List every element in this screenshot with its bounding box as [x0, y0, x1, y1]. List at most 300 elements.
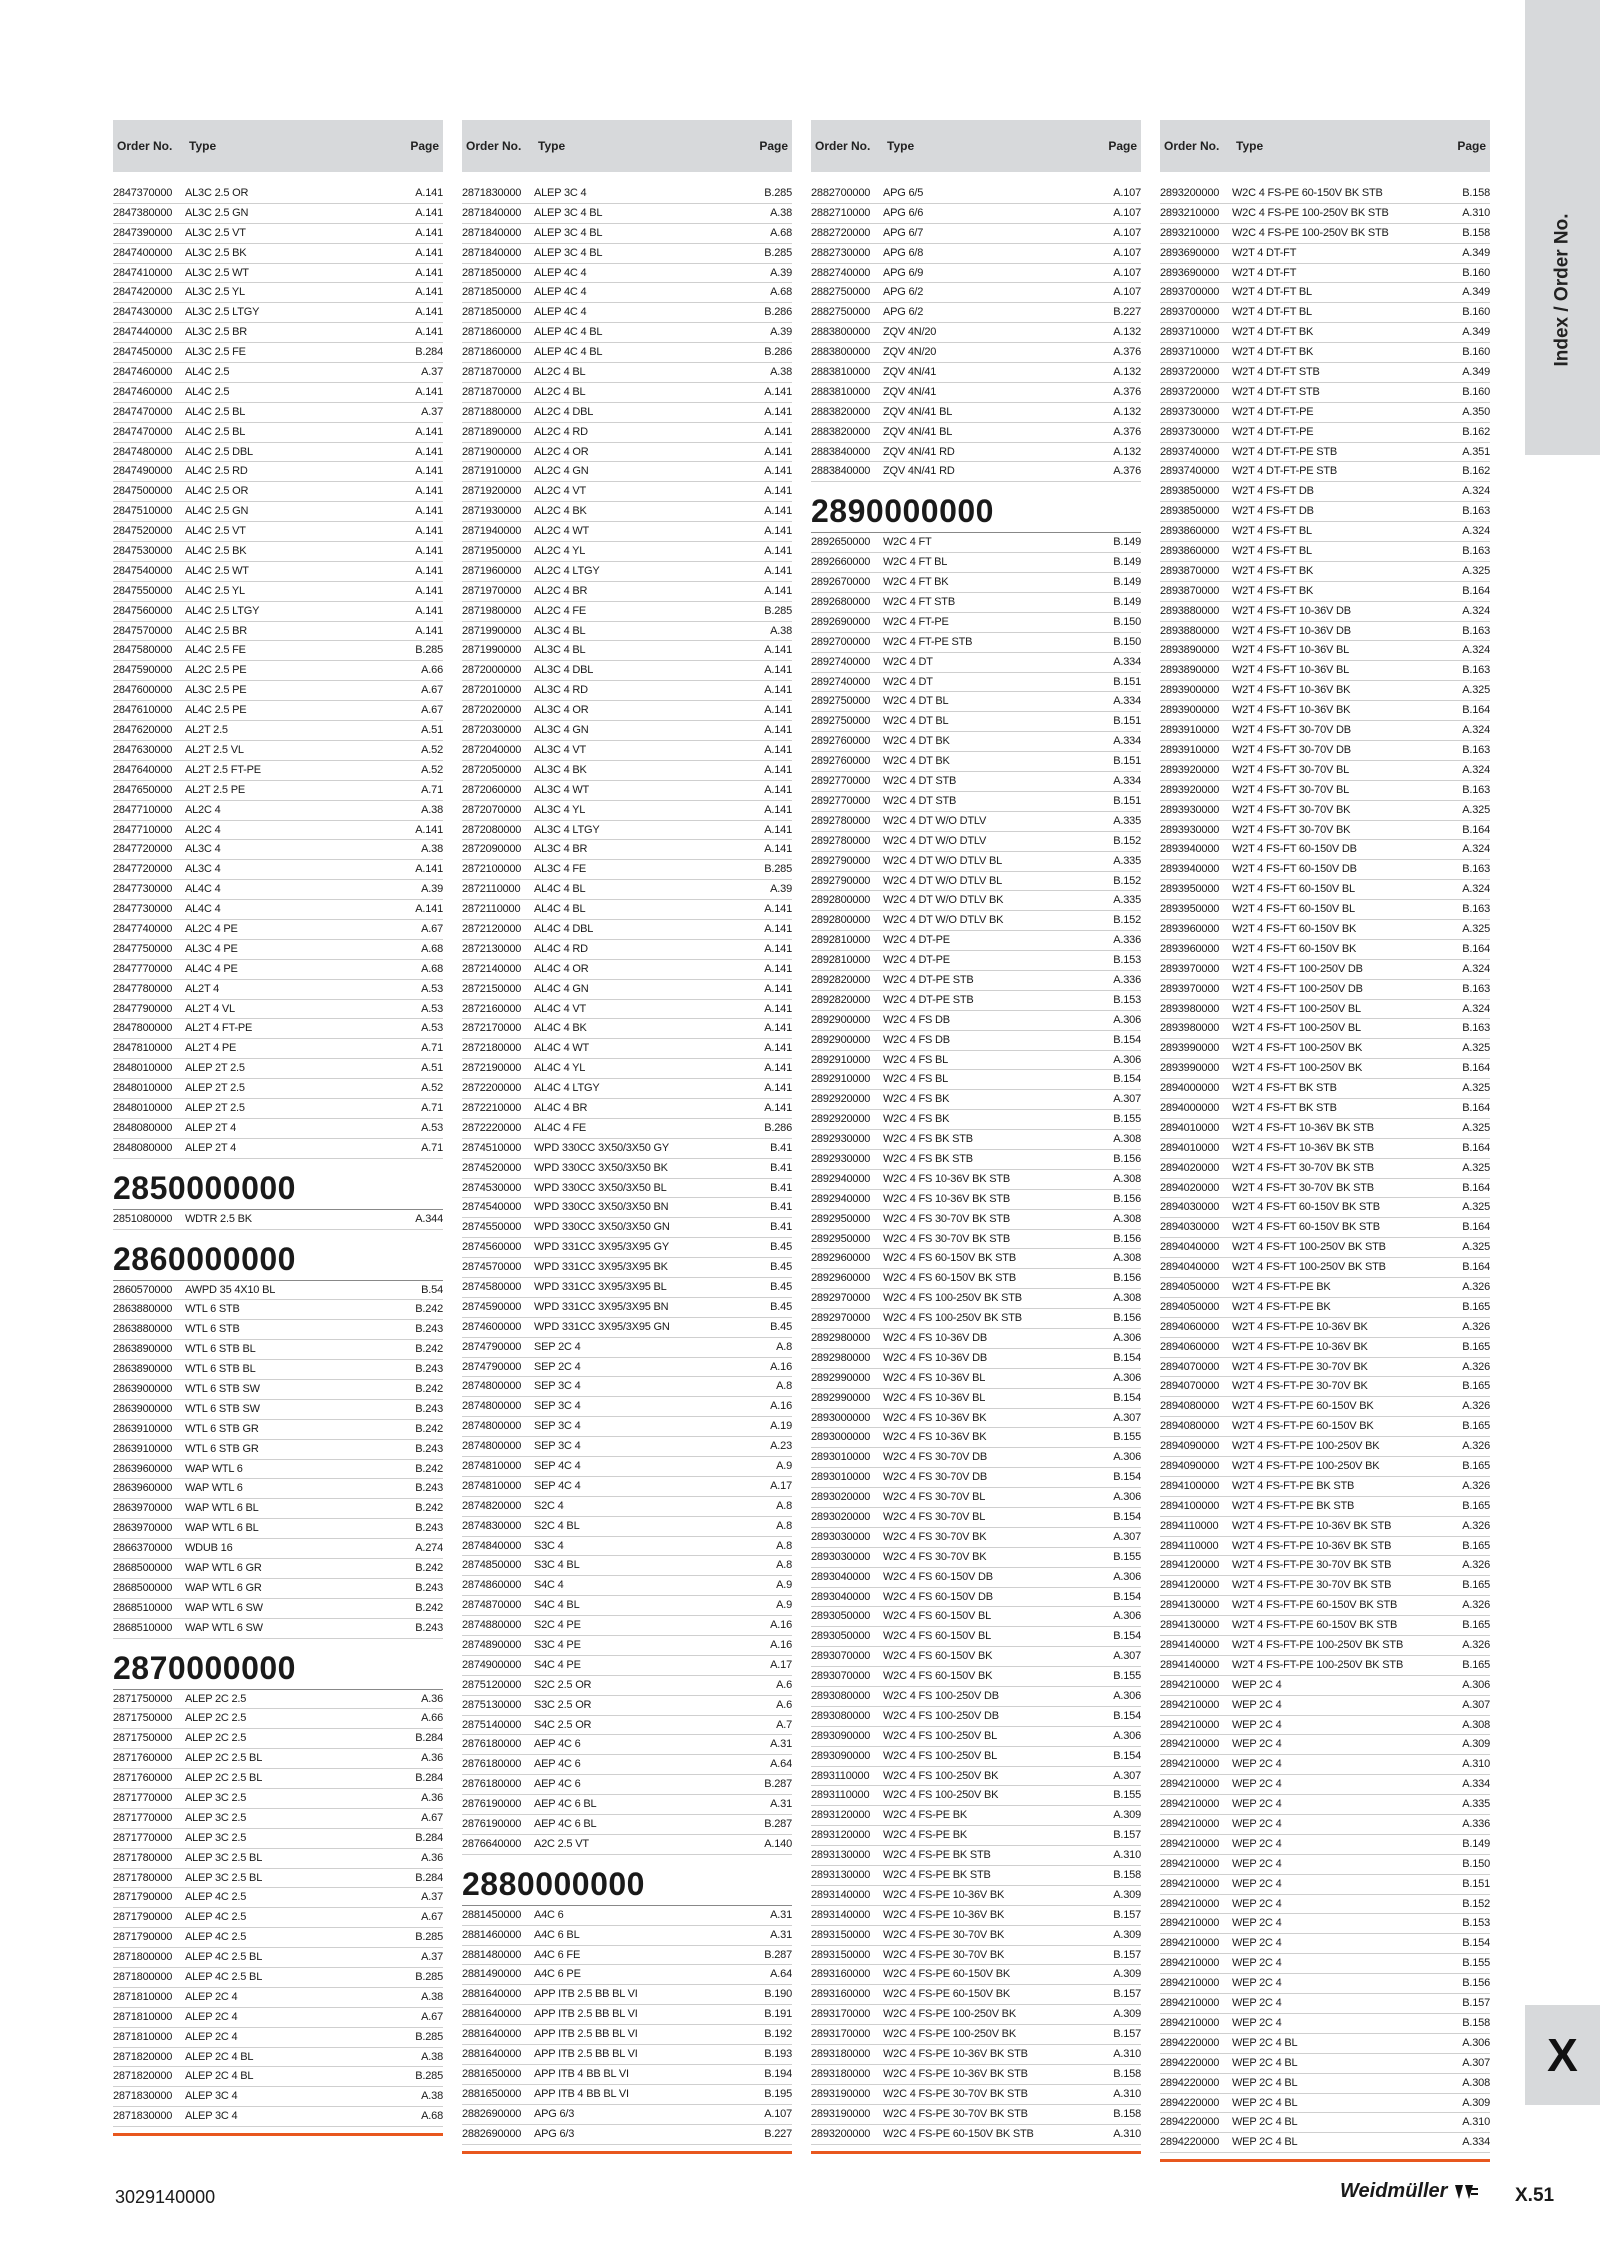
table-row: [462, 1835, 792, 1855]
order-number: 2892740000: [811, 675, 871, 688]
table-row: [113, 443, 443, 463]
page-ref: B.164: [1462, 1062, 1490, 1075]
order-number: 2871880000: [462, 405, 522, 418]
table-row: [1160, 1377, 1490, 1397]
order-number: 2847630000: [113, 743, 173, 756]
order-number: 2893020000: [811, 1491, 871, 1504]
table-row: [462, 1596, 792, 1616]
page-ref: A.8: [776, 1380, 792, 1393]
type-designation: AL2C 4 VT: [534, 485, 587, 498]
order-number: 2871790000: [113, 1931, 173, 1944]
page-ref: B.243: [415, 1402, 443, 1415]
table-row: [113, 1948, 443, 1968]
page-ref: B.285: [415, 2030, 443, 2043]
page-ref: B.165: [1462, 1579, 1490, 1592]
order-number: 2894210000: [1160, 1818, 1220, 1831]
page-ref: A.66: [421, 1712, 443, 1725]
type-designation: W2C 4 DT-PE STB: [883, 973, 974, 986]
order-number: 2892750000: [811, 715, 871, 728]
page-ref: A.326: [1462, 1559, 1490, 1572]
order-number: 2893740000: [1160, 465, 1220, 478]
order-number: 2893940000: [1160, 843, 1220, 856]
page-ref: B.154: [1113, 1391, 1141, 1404]
table-row: [811, 403, 1141, 423]
page-ref: A.141: [415, 604, 443, 617]
type-designation: W2C 4 FS 10-36V BK: [883, 1431, 987, 1444]
type-designation: WAP WTL 6 BL: [185, 1502, 259, 1515]
page-ref: A.37: [421, 405, 443, 418]
page-ref: A.310: [1462, 206, 1490, 219]
table-row: [811, 1309, 1141, 1329]
page-ref: B.151: [1113, 715, 1141, 728]
table-row: [462, 2025, 792, 2045]
order-number: 2892930000: [811, 1152, 871, 1165]
order-number: 2872000000: [462, 664, 522, 677]
table-row: [113, 582, 443, 602]
order-number: 2892990000: [811, 1391, 871, 1404]
page-ref: B.192: [764, 2028, 792, 2041]
type-designation: WPD 331CC 3X95/3X95 GY: [534, 1241, 670, 1254]
page-ref: B.164: [1462, 584, 1490, 597]
type-designation: AL2C 4 DBL: [534, 405, 594, 418]
page-ref: B.153: [1113, 954, 1141, 967]
type-designation: W2T 4 FS-FT BK STB: [1232, 1101, 1337, 1114]
table-row: [113, 1559, 443, 1579]
page-ref: A.349: [1462, 246, 1490, 259]
order-number: 2847730000: [113, 883, 173, 896]
page-ref: B.149: [1113, 576, 1141, 589]
page-ref: A.141: [764, 843, 792, 856]
table-row: [462, 582, 792, 602]
type-designation: WEP 2C 4 BL: [1232, 2036, 1298, 2049]
type-designation: W2C 4 FS-PE 10-36V BK: [883, 1888, 1005, 1901]
order-number: 2894220000: [1160, 2036, 1220, 2049]
page-ref: B.284: [415, 1871, 443, 1884]
table-row: [1160, 1556, 1490, 1576]
type-designation: AL4C 2.5 FE: [185, 644, 246, 657]
type-designation: A4C 6 PE: [534, 1968, 581, 1981]
page-ref: A.141: [764, 525, 792, 538]
table-row: [1160, 1716, 1490, 1736]
table-row: [1160, 1397, 1490, 1417]
table-row: [1160, 1656, 1490, 1676]
type-designation: AL3C 2.5 OR: [185, 187, 249, 199]
order-number: 2893920000: [1160, 783, 1220, 796]
page-ref: A.325: [1462, 922, 1490, 935]
type-designation: ZQV 4N/41 RD: [883, 445, 955, 458]
table-row: [462, 920, 792, 940]
order-number: 2874860000: [462, 1579, 522, 1592]
type-designation: W2C 4 FT-PE: [883, 615, 949, 628]
page-ref: B.165: [1462, 1460, 1490, 1472]
order-number: 2882740000: [811, 266, 871, 279]
page-ref: A.37: [421, 1951, 443, 1964]
order-number: 2893110000: [811, 1789, 870, 1802]
table-row: [113, 1690, 443, 1710]
type-designation: AL4C 2.5: [185, 385, 230, 398]
order-no-header: Order No.: [815, 139, 871, 153]
order-number: 2893720000: [1160, 385, 1220, 398]
page-ref: B.156: [1113, 1192, 1141, 1205]
order-number: 2892900000: [811, 1033, 871, 1046]
page-ref: A.141: [764, 704, 792, 717]
table-row: [811, 1428, 1141, 1448]
type-designation: W2C 4 FS-PE 10-36V BK STB: [883, 2067, 1028, 2080]
type-designation: W2T 4 FS-FT 30-70V BK STB: [1232, 1161, 1374, 1174]
order-number: 2892920000: [811, 1113, 871, 1126]
type-designation: AL4C 2.5 VT: [185, 525, 246, 538]
table-row: [462, 1119, 792, 1139]
order-number: 2871870000: [462, 366, 522, 379]
type-designation: AL3C 2.5 PE: [185, 684, 247, 697]
page-ref: B.285: [415, 644, 443, 657]
page-ref: A.376: [1113, 385, 1141, 398]
page-ref: B.154: [1462, 1937, 1490, 1950]
type-designation: APP ITB 4 BB BL VI: [534, 2087, 629, 2100]
page-ref: B.154: [1113, 1749, 1141, 1762]
table-row: [462, 1258, 792, 1278]
page-ref: A.141: [764, 743, 792, 756]
table-row: [811, 931, 1141, 951]
order-number: 2893020000: [811, 1511, 871, 1523]
page-ref: B.284: [415, 1732, 443, 1745]
page-ref: A.306: [1113, 1570, 1141, 1583]
type-designation: W2T 4 FS-FT-PE 10-36V BK: [1232, 1340, 1368, 1353]
type-designation: S3C 4 PE: [534, 1639, 581, 1652]
order-number: 2874800000: [462, 1380, 522, 1393]
order-number: 2872100000: [462, 863, 522, 876]
table-row: [1160, 641, 1490, 661]
table-row: [811, 1806, 1141, 1826]
type-designation: AL2T 4 PE: [185, 1042, 237, 1055]
page-ref: A.307: [1113, 1769, 1141, 1782]
table-row: [113, 2008, 443, 2028]
type-designation: A2C 2.5 VT: [534, 1837, 589, 1850]
index-column-4: [1160, 120, 1490, 2162]
order-number: 2863890000: [113, 1343, 173, 1356]
table-row: [462, 880, 792, 900]
page-ref: B.54: [421, 1283, 443, 1296]
page-ref: B.154: [1113, 1630, 1141, 1643]
table-row: [1160, 661, 1490, 681]
type-designation: W2C 4 DT BK: [883, 735, 950, 748]
type-designation: ALEP 2C 4 BL: [185, 2050, 254, 2063]
page-ref: A.325: [1462, 564, 1490, 577]
page-ref: B.154: [1113, 1073, 1141, 1086]
table-row: [1160, 821, 1490, 841]
type-designation: WAP WTL 6 SW: [185, 1621, 263, 1634]
order-number: 2894210000: [1160, 1778, 1220, 1791]
type-designation: ALEP 3C 2.5: [185, 1792, 247, 1805]
page-ref: B.285: [415, 1971, 443, 1984]
type-designation: WEP 2C 4: [1232, 1778, 1282, 1791]
type-designation: SEP 3C 4: [534, 1440, 581, 1453]
table-row: [1160, 1895, 1490, 1915]
type-designation: W2T 4 DT-FT STB: [1232, 385, 1320, 398]
table-row: [1160, 1278, 1490, 1298]
type-designation: AL4C 4 VT: [534, 1002, 587, 1015]
order-number: 2893690000: [1160, 246, 1220, 259]
type-designation: W2C 4 FS 100-250V DB: [883, 1690, 999, 1703]
page-ref: A.141: [764, 982, 792, 995]
table-row: [811, 1667, 1141, 1687]
page-ref: B.160: [1462, 266, 1490, 279]
order-number: 2892810000: [811, 934, 871, 947]
order-number: 2893200000: [1160, 187, 1220, 199]
page-ref: A.324: [1462, 525, 1490, 538]
type-designation: ALEP 2C 2.5: [185, 1732, 247, 1745]
order-number: 2882700000: [811, 187, 871, 199]
page-ref: A.38: [421, 843, 443, 856]
type-designation: WEP 2C 4: [1232, 1857, 1282, 1870]
type-designation: AL2C 4 YL: [534, 545, 586, 558]
table-row: [462, 1795, 792, 1815]
order-number: 2872090000: [462, 843, 522, 856]
page-ref: A.141: [764, 545, 792, 558]
order-number: 2894050000: [1160, 1300, 1220, 1313]
order-number: 2893130000: [811, 1869, 871, 1882]
table-row: [113, 1139, 443, 1159]
type-designation: W2T 4 DT-FT-PE: [1232, 405, 1314, 418]
order-number: 2848080000: [113, 1121, 173, 1134]
type-designation: W2C 4 FS 60-150V BL: [883, 1630, 992, 1643]
order-number: 2894060000: [1160, 1340, 1220, 1353]
order-number: 2894040000: [1160, 1241, 1220, 1254]
table-row: [811, 1389, 1141, 1409]
page-ref: B.41: [770, 1221, 792, 1234]
order-number: 2847580000: [113, 644, 173, 657]
page-ref: B.163: [1462, 664, 1490, 677]
page-ref: A.71: [421, 1101, 443, 1114]
order-number: 2893070000: [811, 1670, 871, 1683]
type-designation: SEP 4C 4: [534, 1460, 581, 1472]
table-row: [113, 900, 443, 920]
order-number: 2893030000: [811, 1530, 871, 1543]
page-ref: A.141: [415, 266, 443, 279]
page-ref: A.141: [415, 246, 443, 259]
type-designation: WTL 6 STB BL: [185, 1363, 256, 1376]
page-ref: A.141: [415, 206, 443, 219]
table-row: [462, 781, 792, 801]
page-ref: A.308: [1462, 1718, 1490, 1731]
page-ref: A.308: [1113, 1292, 1141, 1305]
page-ref: B.41: [770, 1181, 792, 1194]
table-row: [462, 2065, 792, 2085]
page-ref: A.6: [776, 1678, 792, 1691]
type-designation: W2T 4 FS-FT 60-150V DB: [1232, 843, 1357, 856]
order-number: 2881450000: [462, 1908, 522, 1921]
type-designation: AL4C 4 GN: [534, 982, 589, 995]
order-number: 2894120000: [1160, 1559, 1220, 1572]
page-ref: A.334: [1113, 775, 1141, 788]
table-row: [462, 960, 792, 980]
type-designation: WPD 331CC 3X95/3X95 GN: [534, 1320, 670, 1333]
order-number: 2863960000: [113, 1462, 173, 1475]
type-designation: AL4C 4: [185, 883, 221, 896]
type-designation: WTL 6 STB SW: [185, 1382, 260, 1395]
page-ref: A.16: [770, 1400, 792, 1413]
page-ref: B.156: [1113, 1312, 1141, 1325]
page-ref: A.141: [415, 425, 443, 438]
type-designation: W2C 4 DT BL: [883, 715, 949, 728]
type-designation: ALEP 3C 4 BL: [534, 246, 603, 259]
page-ref: B.164: [1462, 1181, 1490, 1194]
order-number: 2893000000: [811, 1411, 871, 1424]
table-row: [113, 1988, 443, 2008]
page-ref: A.68: [421, 942, 443, 955]
type-designation: S2C 4: [534, 1499, 564, 1512]
page-ref: A.132: [1113, 405, 1141, 418]
table-row: [113, 204, 443, 224]
page-ref: B.165: [1462, 1340, 1490, 1353]
table-row: [113, 244, 443, 264]
type-designation: W2T 4 FS-FT-PE 60-150V BK STB: [1232, 1599, 1398, 1612]
table-row: [1160, 1338, 1490, 1358]
type-designation: AL3C 4 DBL: [534, 664, 594, 677]
type-designation: W2T 4 FS-FT 60-150V BL: [1232, 883, 1355, 896]
order-number: 2894210000: [1160, 1738, 1220, 1751]
page-ref: B.154: [1113, 1351, 1141, 1364]
page-ref: A.141: [764, 1022, 792, 1035]
page-ref: A.310: [1113, 2127, 1141, 2140]
page-ref: A.141: [764, 1062, 792, 1075]
order-number: 2893990000: [1160, 1062, 1220, 1075]
page-ref: A.325: [1462, 1082, 1490, 1095]
table-row: [462, 502, 792, 522]
table-row: [113, 1479, 443, 1499]
type-designation: W2C 4 FS 100-250V BK: [883, 1789, 999, 1802]
order-number: 2881490000: [462, 1968, 522, 1981]
page-ref: B.151: [1113, 794, 1141, 807]
page-ref: A.141: [764, 1042, 792, 1055]
page-ref: A.306: [1113, 1371, 1141, 1384]
type-designation: SEP 3C 4: [534, 1400, 581, 1413]
page-header: Page: [410, 139, 439, 153]
table-row: [1160, 1119, 1490, 1139]
type-designation: W2C 4 FS 60-150V BK STB: [883, 1272, 1016, 1285]
page-ref: B.150: [1462, 1857, 1490, 1870]
table-row: [113, 1019, 443, 1039]
type-designation: AL3C 4 BR: [534, 843, 588, 856]
type-designation: W2C 4 FT BL: [883, 556, 948, 569]
type-designation: AL3C 4: [185, 843, 221, 856]
type-designation: AL3C 4 WT: [534, 783, 590, 796]
order-number: 2847750000: [113, 942, 173, 955]
table-row: [1160, 1358, 1490, 1378]
type-designation: WEP 2C 4: [1232, 1698, 1282, 1711]
order-number: 2876640000: [462, 1837, 522, 1850]
page-ref: A.324: [1462, 843, 1490, 856]
order-number: 2847410000: [113, 266, 173, 279]
table-row: [811, 1011, 1141, 1031]
type-designation: W2T 4 FS-FT 10-36V BK: [1232, 684, 1351, 697]
type-designation: WAP WTL 6: [185, 1482, 243, 1495]
table-row: [462, 1338, 792, 1358]
order-number: 2872050000: [462, 763, 522, 776]
order-number: 2871760000: [113, 1772, 173, 1785]
page-ref: A.67: [421, 1811, 443, 1824]
table-row: [811, 1607, 1141, 1627]
page-ref: A.334: [1113, 655, 1141, 668]
type-designation: WEP 2C 4: [1232, 1997, 1282, 2010]
table-row: [1160, 1934, 1490, 1954]
table-row: [1160, 244, 1490, 264]
page-ref: A.141: [415, 485, 443, 498]
type-designation: W2C 4 FS 10-36V BK STB: [883, 1172, 1011, 1185]
table-row: [462, 1926, 792, 1946]
type-designation: AL2T 2.5 PE: [185, 783, 245, 796]
type-designation: W2C 4 FS BL: [883, 1053, 949, 1066]
order-number: 2893960000: [1160, 942, 1220, 955]
order-number: 2893990000: [1160, 1042, 1220, 1055]
order-number: 2847550000: [113, 584, 173, 597]
order-number: 2847790000: [113, 1002, 173, 1015]
order-number: 2882750000: [811, 306, 871, 319]
page-ref: B.45: [770, 1241, 792, 1254]
order-number: 2893930000: [1160, 803, 1220, 816]
type-designation: WPD 330CC 3X50/3X50 BN: [534, 1201, 669, 1214]
order-number: 2882730000: [811, 246, 871, 259]
type-designation: AL2C 4 GN: [534, 465, 589, 478]
order-number: 2892970000: [811, 1292, 871, 1305]
page-ref: A.141: [764, 465, 792, 478]
footer-document-code: 3029140000: [115, 2187, 216, 2207]
order-number: 2874540000: [462, 1201, 522, 1214]
table-row: [811, 593, 1141, 613]
order-number: 2872160000: [462, 1002, 522, 1015]
page-ref: A.52: [421, 743, 443, 756]
page-ref: A.36: [421, 1851, 443, 1864]
table-row: [113, 403, 443, 423]
page-ref: A.326: [1462, 1400, 1490, 1413]
order-number: 2876190000: [462, 1818, 522, 1831]
table-row: [462, 1397, 792, 1417]
page-ref: A.132: [1113, 445, 1141, 458]
type-designation: W2C 4 DT: [883, 655, 933, 668]
type-designation: W2T 4 FS-FT 60-150V BK: [1232, 942, 1357, 955]
order-number: 2847730000: [113, 903, 173, 916]
type-designation: AL3C 2.5 BK: [185, 246, 247, 259]
page-ref: B.164: [1462, 704, 1490, 717]
type-designation: AL4C 4 LTGY: [534, 1082, 600, 1095]
page-ref: B.152: [1462, 1897, 1490, 1910]
page-ref: A.107: [1113, 187, 1141, 199]
table-row: [1160, 2014, 1490, 2034]
order-number: 2847380000: [113, 206, 173, 219]
table-row: [113, 1000, 443, 1020]
table-row: [113, 1420, 443, 1440]
page-ref: A.51: [421, 1062, 443, 1075]
type-designation: WPD 330CC 3X50/3X50 BL: [534, 1181, 667, 1194]
page-ref: A.19: [770, 1420, 792, 1433]
page-ref: A.38: [421, 2090, 443, 2103]
table-row: [462, 1437, 792, 1457]
page-ref: A.306: [1113, 1053, 1141, 1066]
order-number: 2871940000: [462, 525, 522, 538]
page-ref: B.165: [1462, 1499, 1490, 1512]
order-number: 2875120000: [462, 1678, 522, 1691]
type-designation: ALEP 2C 2.5: [185, 1692, 247, 1705]
table-row: [462, 2045, 792, 2065]
table-row: [811, 343, 1141, 363]
type-designation: W2C 4 DT STB: [883, 775, 957, 788]
table-row: [113, 840, 443, 860]
table-row: [113, 2067, 443, 2087]
table-row: [113, 1888, 443, 1908]
page-ref: A.334: [1462, 1778, 1490, 1791]
table-row: [811, 1110, 1141, 1130]
table-row: [113, 2028, 443, 2048]
